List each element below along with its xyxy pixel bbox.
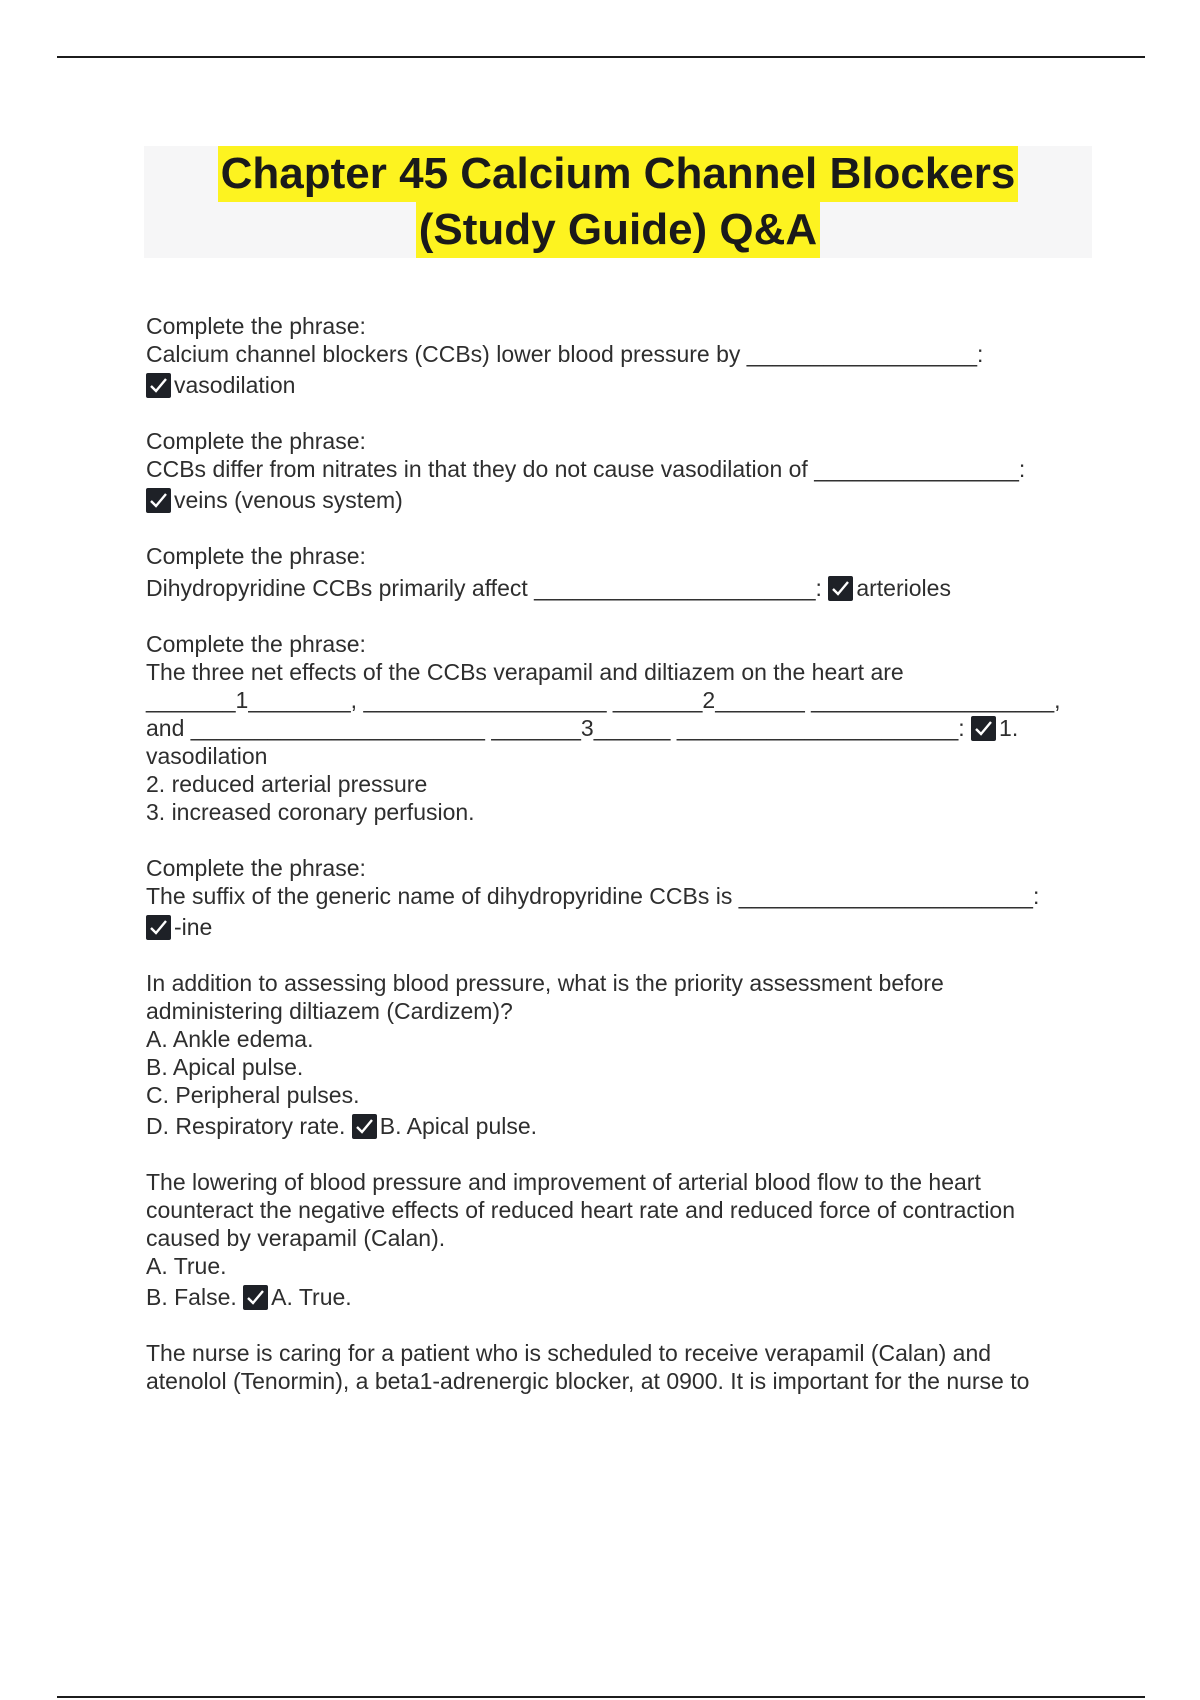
question-prompt: Complete the phrase: — [146, 855, 366, 881]
title-banner — [144, 146, 1092, 258]
question-3 — [146, 542, 1076, 602]
answer-text: 1. — [999, 715, 1019, 741]
question-6 — [146, 969, 1076, 1140]
question-text: Calcium channel blockers (CCBs) lower blood pressure by __________________: — [146, 341, 984, 367]
option-b-with-answer — [146, 1283, 1076, 1311]
checkmark-icon — [146, 915, 171, 940]
answer-text: vasodilation — [174, 372, 296, 398]
option-a: A. Ankle edema. — [146, 1026, 314, 1052]
answer-continuation: vasodilation — [146, 743, 268, 769]
checkmark-icon — [146, 373, 171, 398]
question-text: The suffix of the generic name of dihydropyridine CCBs is _______________________: — [146, 883, 1040, 909]
answer-continuation: 2. reduced arterial pressure — [146, 771, 428, 797]
checkmark-icon — [352, 1114, 377, 1139]
question-text: In addition to assessing blood pressure, what is the priority assessment before administering diltiazem (Cardizem)? — [146, 970, 944, 1024]
answer-text: -ine — [174, 914, 213, 940]
question-4 — [146, 630, 1076, 826]
option-d-with-answer — [146, 1112, 1076, 1140]
and-row-text: and _______________________ _______3______ ______________________: — [146, 715, 965, 741]
question-prompt: Complete the phrase: — [146, 631, 366, 657]
option-d: D. Respiratory rate. — [146, 1113, 346, 1139]
answer-text: A. True. — [271, 1284, 352, 1310]
question-text-with-answer — [146, 574, 1076, 602]
answer-line — [146, 714, 1076, 742]
page-title-line-2: (Study Guide) Q&A — [416, 202, 820, 258]
question-2 — [146, 427, 1076, 514]
option-c: C. Peripheral pulses. — [146, 1082, 360, 1108]
answer-line — [146, 371, 1076, 399]
question-text: The three net effects of the CCBs verapamil and diltiazem on the heart are — [146, 659, 904, 685]
question-5 — [146, 854, 1076, 941]
option-a: A. True. — [146, 1253, 227, 1279]
bottom-rule — [57, 1696, 1145, 1698]
question-prompt: Complete the phrase: — [146, 428, 366, 454]
checkmark-icon — [828, 576, 853, 601]
answer-line — [146, 913, 1076, 941]
question-1 — [146, 312, 1076, 399]
question-text: The lowering of blood pressure and improvement of arterial blood flow to the heart counteract the negative effects of reduced heart rate and reduced force of contraction caused by verapamil (Calan). — [146, 1169, 1016, 1251]
checkmark-icon — [243, 1285, 268, 1310]
answer-text: veins (venous system) — [174, 487, 403, 513]
checkmark-icon — [971, 716, 996, 741]
question-7 — [146, 1168, 1076, 1311]
question-prompt: Complete the phrase: — [146, 543, 366, 569]
option-b: B. Apical pulse. — [146, 1054, 304, 1080]
answer-line — [146, 486, 1076, 514]
question-8 — [146, 1339, 1076, 1395]
question-text: The nurse is caring for a patient who is scheduled to receive verapamil (Calan) and atenolol (Tenormin), a beta1-adrenergic blocker, at 0900. It is important for the nurse to — [146, 1340, 1030, 1394]
question-text: CCBs differ from nitrates in that they do not cause vasodilation of ________________: — [146, 456, 1026, 482]
top-rule — [57, 56, 1145, 58]
answer-text: B. Apical pulse. — [379, 1113, 538, 1139]
answer-continuation: 3. increased coronary perfusion. — [146, 799, 475, 825]
blanks-row: _______1________, ___________________ _______2_______ ___________________, — [146, 687, 1061, 713]
option-b: B. False. — [146, 1284, 237, 1310]
question-text: Dihydropyridine CCBs primarily affect ______________________: — [146, 575, 822, 601]
page-title-line-1: Chapter 45 Calcium Channel Blockers — [218, 146, 1019, 202]
qa-content — [146, 312, 1076, 1423]
answer-text: arterioles — [856, 575, 951, 601]
checkmark-icon — [146, 488, 171, 513]
question-prompt: Complete the phrase: — [146, 313, 366, 339]
